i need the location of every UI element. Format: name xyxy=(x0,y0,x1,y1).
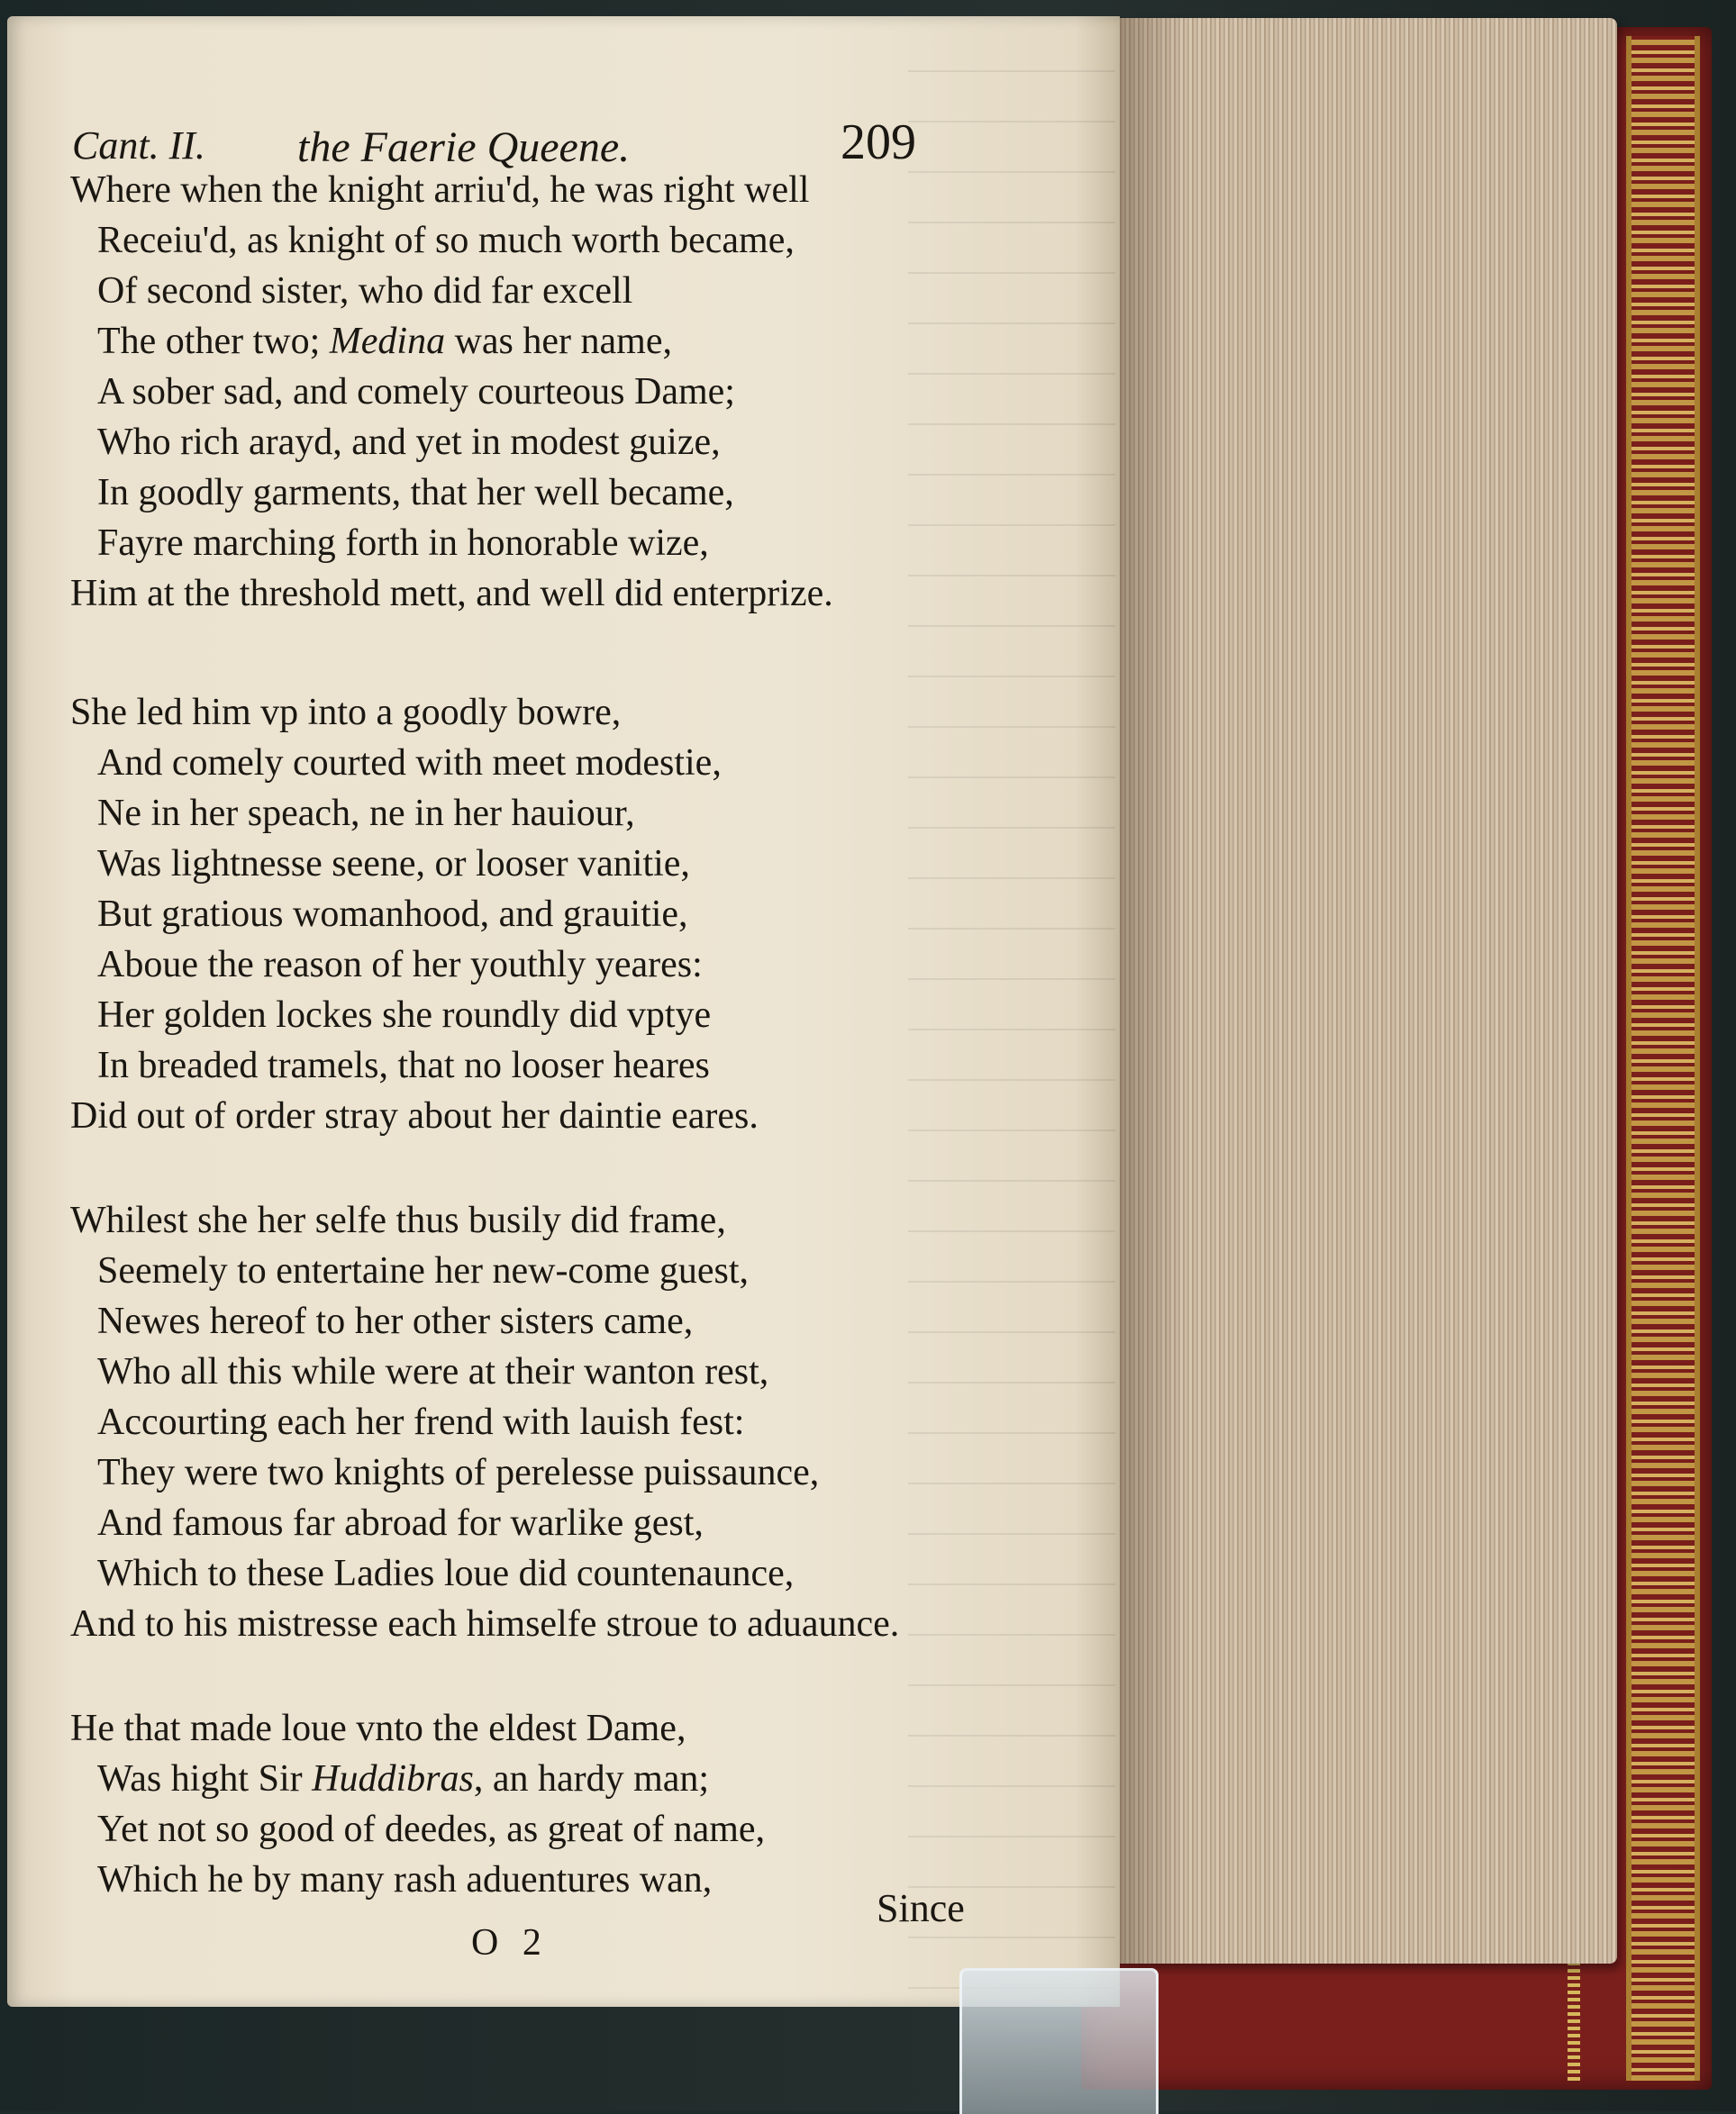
verse-line: But gratious womanhood, and grauitie, xyxy=(97,894,688,935)
verse-line: Which to these Ladies loue did countenaunce, xyxy=(97,1553,795,1594)
show-through-text xyxy=(908,52,1115,1989)
verse-line: Which he by many rash aduentures wan, xyxy=(97,1859,713,1901)
name-huddibras: Huddibras xyxy=(312,1758,474,1800)
running-head-canto: Cant. II. xyxy=(72,123,205,168)
verse-line: Of second sister, who did far excell xyxy=(97,270,633,312)
verse-line: Newes hereof to her other sisters came, xyxy=(97,1301,694,1342)
verse-line: Aboue the reason of her youthly yeares: xyxy=(97,944,703,985)
verse-line: In goodly garments, that her well became, xyxy=(97,472,734,513)
verse-line: Receiu'd, as knight of so much worth became, xyxy=(97,220,795,261)
gilt-border-outer xyxy=(1626,36,1700,2081)
verse-line: Who all this while were at their wanton rest, xyxy=(97,1351,769,1393)
verse-line: He that made loue vnto the eldest Dame, xyxy=(70,1708,686,1749)
verse-line: And to his mistresse each himselfe stroue to aduaunce. xyxy=(70,1603,900,1645)
verse-line: Accourting each her frend with lauish fest: xyxy=(97,1402,745,1443)
book-stand xyxy=(959,1968,1159,2114)
signature-mark: O 2 xyxy=(471,1922,549,1964)
name-medina: Medina xyxy=(329,321,446,362)
verse-line: Was hight Sir Huddibras, an hardy man; xyxy=(97,1758,710,1800)
running-head-title: the Faerie Queene. xyxy=(297,123,631,171)
verse-line: Ne in her speach, ne in her hauiour, xyxy=(97,793,635,834)
page-number: 209 xyxy=(841,114,916,170)
verse-line: Was lightnesse seene, or looser vanitie, xyxy=(97,843,690,885)
verse-line: She led him vp into a goodly bowre, xyxy=(70,692,622,733)
verse-line: And famous far abroad for warlike gest, xyxy=(97,1502,704,1544)
verse-line: In breaded tramels, that no looser heares xyxy=(97,1045,710,1086)
verse-line: Seemely to entertaine her new-come guest, xyxy=(97,1250,750,1292)
verse-line: A sober sad, and comely courteous Dame; xyxy=(97,371,735,413)
verse-line: Yet not so good of deedes, as great of name, xyxy=(97,1809,766,1850)
verse-line: The other two; Medina was her name, xyxy=(97,321,672,362)
catchword: Since xyxy=(877,1886,965,1930)
verse-line: Whilest she her selfe thus busily did frame, xyxy=(70,1200,726,1241)
verse-line: Who rich arayd, and yet in modest guize, xyxy=(97,422,721,463)
book-page xyxy=(7,16,1120,2007)
verse-line: Where when the knight arriu'd, he was right well xyxy=(70,169,810,211)
verse-line: Did out of order stray about her daintie eares. xyxy=(70,1095,759,1137)
verse-line: They were two knights of perelesse puissaunce, xyxy=(97,1452,820,1493)
verse-line: Him at the threshold mett, and well did enterprize. xyxy=(70,573,833,614)
verse-line: Fayre marching forth in honorable wize, xyxy=(97,522,709,564)
verse-line: And comely courted with meet modestie, xyxy=(97,742,722,784)
page-fore-edge-shade xyxy=(1113,18,1185,1964)
page-fore-edge xyxy=(1113,18,1617,1964)
verse-line: Her golden lockes she roundly did vptye xyxy=(97,994,712,1036)
